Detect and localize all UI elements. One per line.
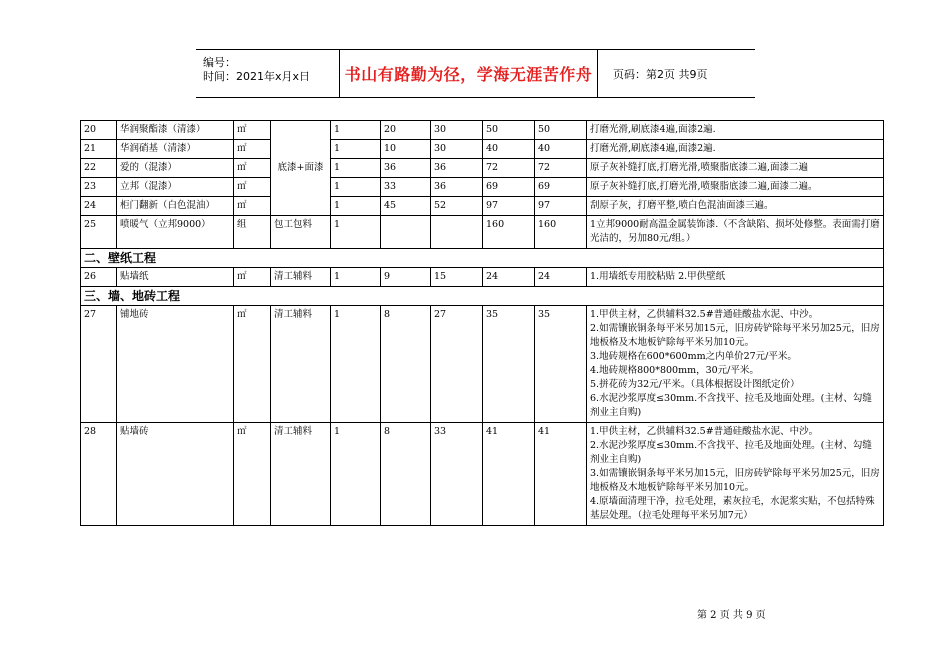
table-row bbox=[81, 216, 884, 249]
cell-value: 36 bbox=[381, 159, 431, 178]
cell-qty: 1 bbox=[331, 178, 381, 197]
cell-unit: ㎡ bbox=[234, 121, 271, 140]
cell-value: 72 bbox=[483, 159, 535, 178]
cell-value: 36 bbox=[431, 159, 483, 178]
section-row bbox=[81, 249, 884, 268]
cell-unit: ㎡ bbox=[234, 423, 271, 526]
cell-unit: ㎡ bbox=[234, 306, 271, 423]
cell-desc bbox=[587, 306, 884, 423]
cell-material: 包工包料 bbox=[271, 216, 331, 249]
cell-unit: 组 bbox=[234, 216, 271, 249]
cell-qty: 1 bbox=[331, 121, 381, 140]
header-motto-cell bbox=[340, 50, 598, 97]
cell-unit: ㎡ bbox=[234, 197, 271, 216]
cell-value: 45 bbox=[381, 197, 431, 216]
cell-value: 40 bbox=[535, 140, 587, 159]
table-row bbox=[81, 159, 884, 178]
table-row bbox=[81, 423, 884, 526]
section-row bbox=[81, 287, 884, 306]
cell-name: 贴墙砖 bbox=[117, 423, 234, 526]
cell-name: 华润聚酯漆（清漆） bbox=[117, 121, 234, 140]
cell-desc: 打磨光滑,刷底漆4遍,面漆2遍. bbox=[587, 121, 884, 140]
page-header bbox=[196, 49, 755, 98]
cell-no: 28 bbox=[81, 423, 117, 526]
cell-qty: 1 bbox=[331, 423, 381, 526]
cell-value: 8 bbox=[381, 306, 431, 423]
cell-material: 清工辅料 bbox=[271, 268, 331, 287]
time-label: 时间：2021年x月x日 bbox=[203, 70, 311, 83]
cell-qty: 1 bbox=[331, 159, 381, 178]
cell-name: 爱的（混漆） bbox=[117, 159, 234, 178]
page-footer: 第 2 页 共 9 页 bbox=[697, 610, 766, 621]
cell-no: 25 bbox=[81, 216, 117, 249]
cell-name: 柜门翻新（白色混油） bbox=[117, 197, 234, 216]
cell-unit: ㎡ bbox=[234, 140, 271, 159]
page-label: 页码：第2页 共9页 bbox=[613, 67, 708, 81]
cell-no: 27 bbox=[81, 306, 117, 423]
cell-no: 20 bbox=[81, 121, 117, 140]
cell-value: 30 bbox=[431, 121, 483, 140]
cell-value: 15 bbox=[431, 268, 483, 287]
cell-value: 33 bbox=[431, 423, 483, 526]
table-row bbox=[81, 140, 884, 159]
desc-line: 2.如需镶嵌铜条每平米另加15元，旧房砖铲除每平米另加25元，旧房地板格及木地板铲除每平米另加10元。 bbox=[590, 323, 880, 348]
desc-line: 4.地砖规格800*800mm，30元/平米。 bbox=[590, 365, 759, 376]
table-row bbox=[81, 121, 884, 140]
cell-value: 35 bbox=[535, 306, 587, 423]
cell-material-merged: 底漆+面漆 bbox=[271, 121, 331, 216]
cell-name: 立邦（混漆） bbox=[117, 178, 234, 197]
cell-no: 26 bbox=[81, 268, 117, 287]
cell-desc: 原子灰补缝打底,打磨光滑,喷聚脂底漆二遍,面漆二遍。 bbox=[587, 178, 884, 197]
cell-value: 41 bbox=[483, 423, 535, 526]
table-row bbox=[81, 197, 884, 216]
header-page-cell bbox=[606, 50, 754, 97]
desc-line: 1.甲供主材，乙供辅料32.5#普通硅酸盐水泥、中沙。 bbox=[590, 426, 819, 437]
cell-no: 24 bbox=[81, 197, 117, 216]
desc-line: 5.拼花砖为32元/平米。（具体根据设计图纸定价） bbox=[590, 379, 800, 390]
cell-value: 8 bbox=[381, 423, 431, 526]
cell-value: 35 bbox=[483, 306, 535, 423]
cell-value: 24 bbox=[483, 268, 535, 287]
cell-value: 27 bbox=[431, 306, 483, 423]
cell-qty: 1 bbox=[331, 306, 381, 423]
cell-qty: 1 bbox=[331, 197, 381, 216]
cell-qty: 1 bbox=[331, 268, 381, 287]
cell-value: 52 bbox=[431, 197, 483, 216]
desc-line: 2.水泥沙浆厚度≤30mm.不含找平、拉毛及地面处理。(主材、勾缝剂业主自购) bbox=[590, 440, 872, 465]
motto: 书山有路勤为径，学海无涯苦作舟 bbox=[344, 65, 593, 84]
cell-unit: ㎡ bbox=[234, 178, 271, 197]
cell-name: 贴墙纸 bbox=[117, 268, 234, 287]
cell-desc: 原子灰补缝打底,打磨光滑,喷聚脂底漆二遍,面漆二遍 bbox=[587, 159, 884, 178]
cell-no: 21 bbox=[81, 140, 117, 159]
cell-value: 40 bbox=[483, 140, 535, 159]
desc-line: 3.如需镶嵌铜条每平米另加15元，旧房砖铲除每平米另加25元，旧房地板格及木地板铲除每平米另加10元。 bbox=[590, 468, 880, 493]
cell-name: 铺地砖 bbox=[117, 306, 234, 423]
desc-line: 3.地砖规格在600*600mm之内单价27元/平米。 bbox=[590, 351, 797, 362]
cell-no: 22 bbox=[81, 159, 117, 178]
table-row bbox=[81, 268, 884, 287]
cell-value: 30 bbox=[431, 140, 483, 159]
cell-qty: 1 bbox=[331, 216, 381, 249]
cell-value: 50 bbox=[535, 121, 587, 140]
cell-unit: ㎡ bbox=[234, 268, 271, 287]
quote-table bbox=[80, 120, 884, 526]
cell-value: 160 bbox=[535, 216, 587, 249]
cell-no: 23 bbox=[81, 178, 117, 197]
header-meta bbox=[196, 50, 340, 97]
table-row bbox=[81, 178, 884, 197]
section-title-wallpaper: 二、壁纸工程 bbox=[81, 249, 884, 268]
cell-value bbox=[431, 216, 483, 249]
desc-line: 6.水泥沙浆厚度≤30mm.不含找平、拉毛及地面处理。(主材、勾缝剂业主自购) bbox=[590, 393, 872, 418]
cell-value: 9 bbox=[381, 268, 431, 287]
cell-value: 97 bbox=[535, 197, 587, 216]
cell-qty: 1 bbox=[331, 140, 381, 159]
desc-line: 1.甲供主材，乙供辅料32.5#普通硅酸盐水泥、中沙。 bbox=[590, 309, 819, 320]
cell-value: 36 bbox=[431, 178, 483, 197]
cell-value: 41 bbox=[535, 423, 587, 526]
cell-value: 160 bbox=[483, 216, 535, 249]
cell-value: 72 bbox=[535, 159, 587, 178]
cell-value: 69 bbox=[483, 178, 535, 197]
number-label: 编号： bbox=[203, 56, 236, 69]
cell-value: 97 bbox=[483, 197, 535, 216]
cell-desc bbox=[587, 423, 884, 526]
cell-value: 10 bbox=[381, 140, 431, 159]
section-title-tiles: 三、墙、地砖工程 bbox=[81, 287, 884, 306]
cell-value bbox=[381, 216, 431, 249]
cell-material: 清工辅料 bbox=[271, 423, 331, 526]
cell-name: 华润硝基（清漆） bbox=[117, 140, 234, 159]
cell-desc: 打磨光滑,刷底漆4遍,面漆2遍. bbox=[587, 140, 884, 159]
cell-value: 50 bbox=[483, 121, 535, 140]
cell-value: 24 bbox=[535, 268, 587, 287]
cell-value: 33 bbox=[381, 178, 431, 197]
table-row bbox=[81, 306, 884, 423]
cell-value: 69 bbox=[535, 178, 587, 197]
cell-desc: 1立邦9000耐高温金属装饰漆.（不含缺陷、损坏处修整。表面需打磨光洁的，另加80元/组。） bbox=[587, 216, 884, 249]
cell-unit: ㎡ bbox=[234, 159, 271, 178]
cell-material: 清工辅料 bbox=[271, 306, 331, 423]
desc-line: 4.原墙面清理干净，拉毛处理，素灰拉毛，水泥浆实贴，不包括特殊基层处理。（拉毛处理每平米另加7元） bbox=[590, 496, 875, 521]
cell-value: 20 bbox=[381, 121, 431, 140]
cell-name: 喷暖气（立邦9000） bbox=[117, 216, 234, 249]
cell-desc: 1.用墙纸专用胶粘贴 2.甲供壁纸 bbox=[587, 268, 884, 287]
cell-desc: 刮原子灰，打磨平整,喷白色混油面漆三遍。 bbox=[587, 197, 884, 216]
